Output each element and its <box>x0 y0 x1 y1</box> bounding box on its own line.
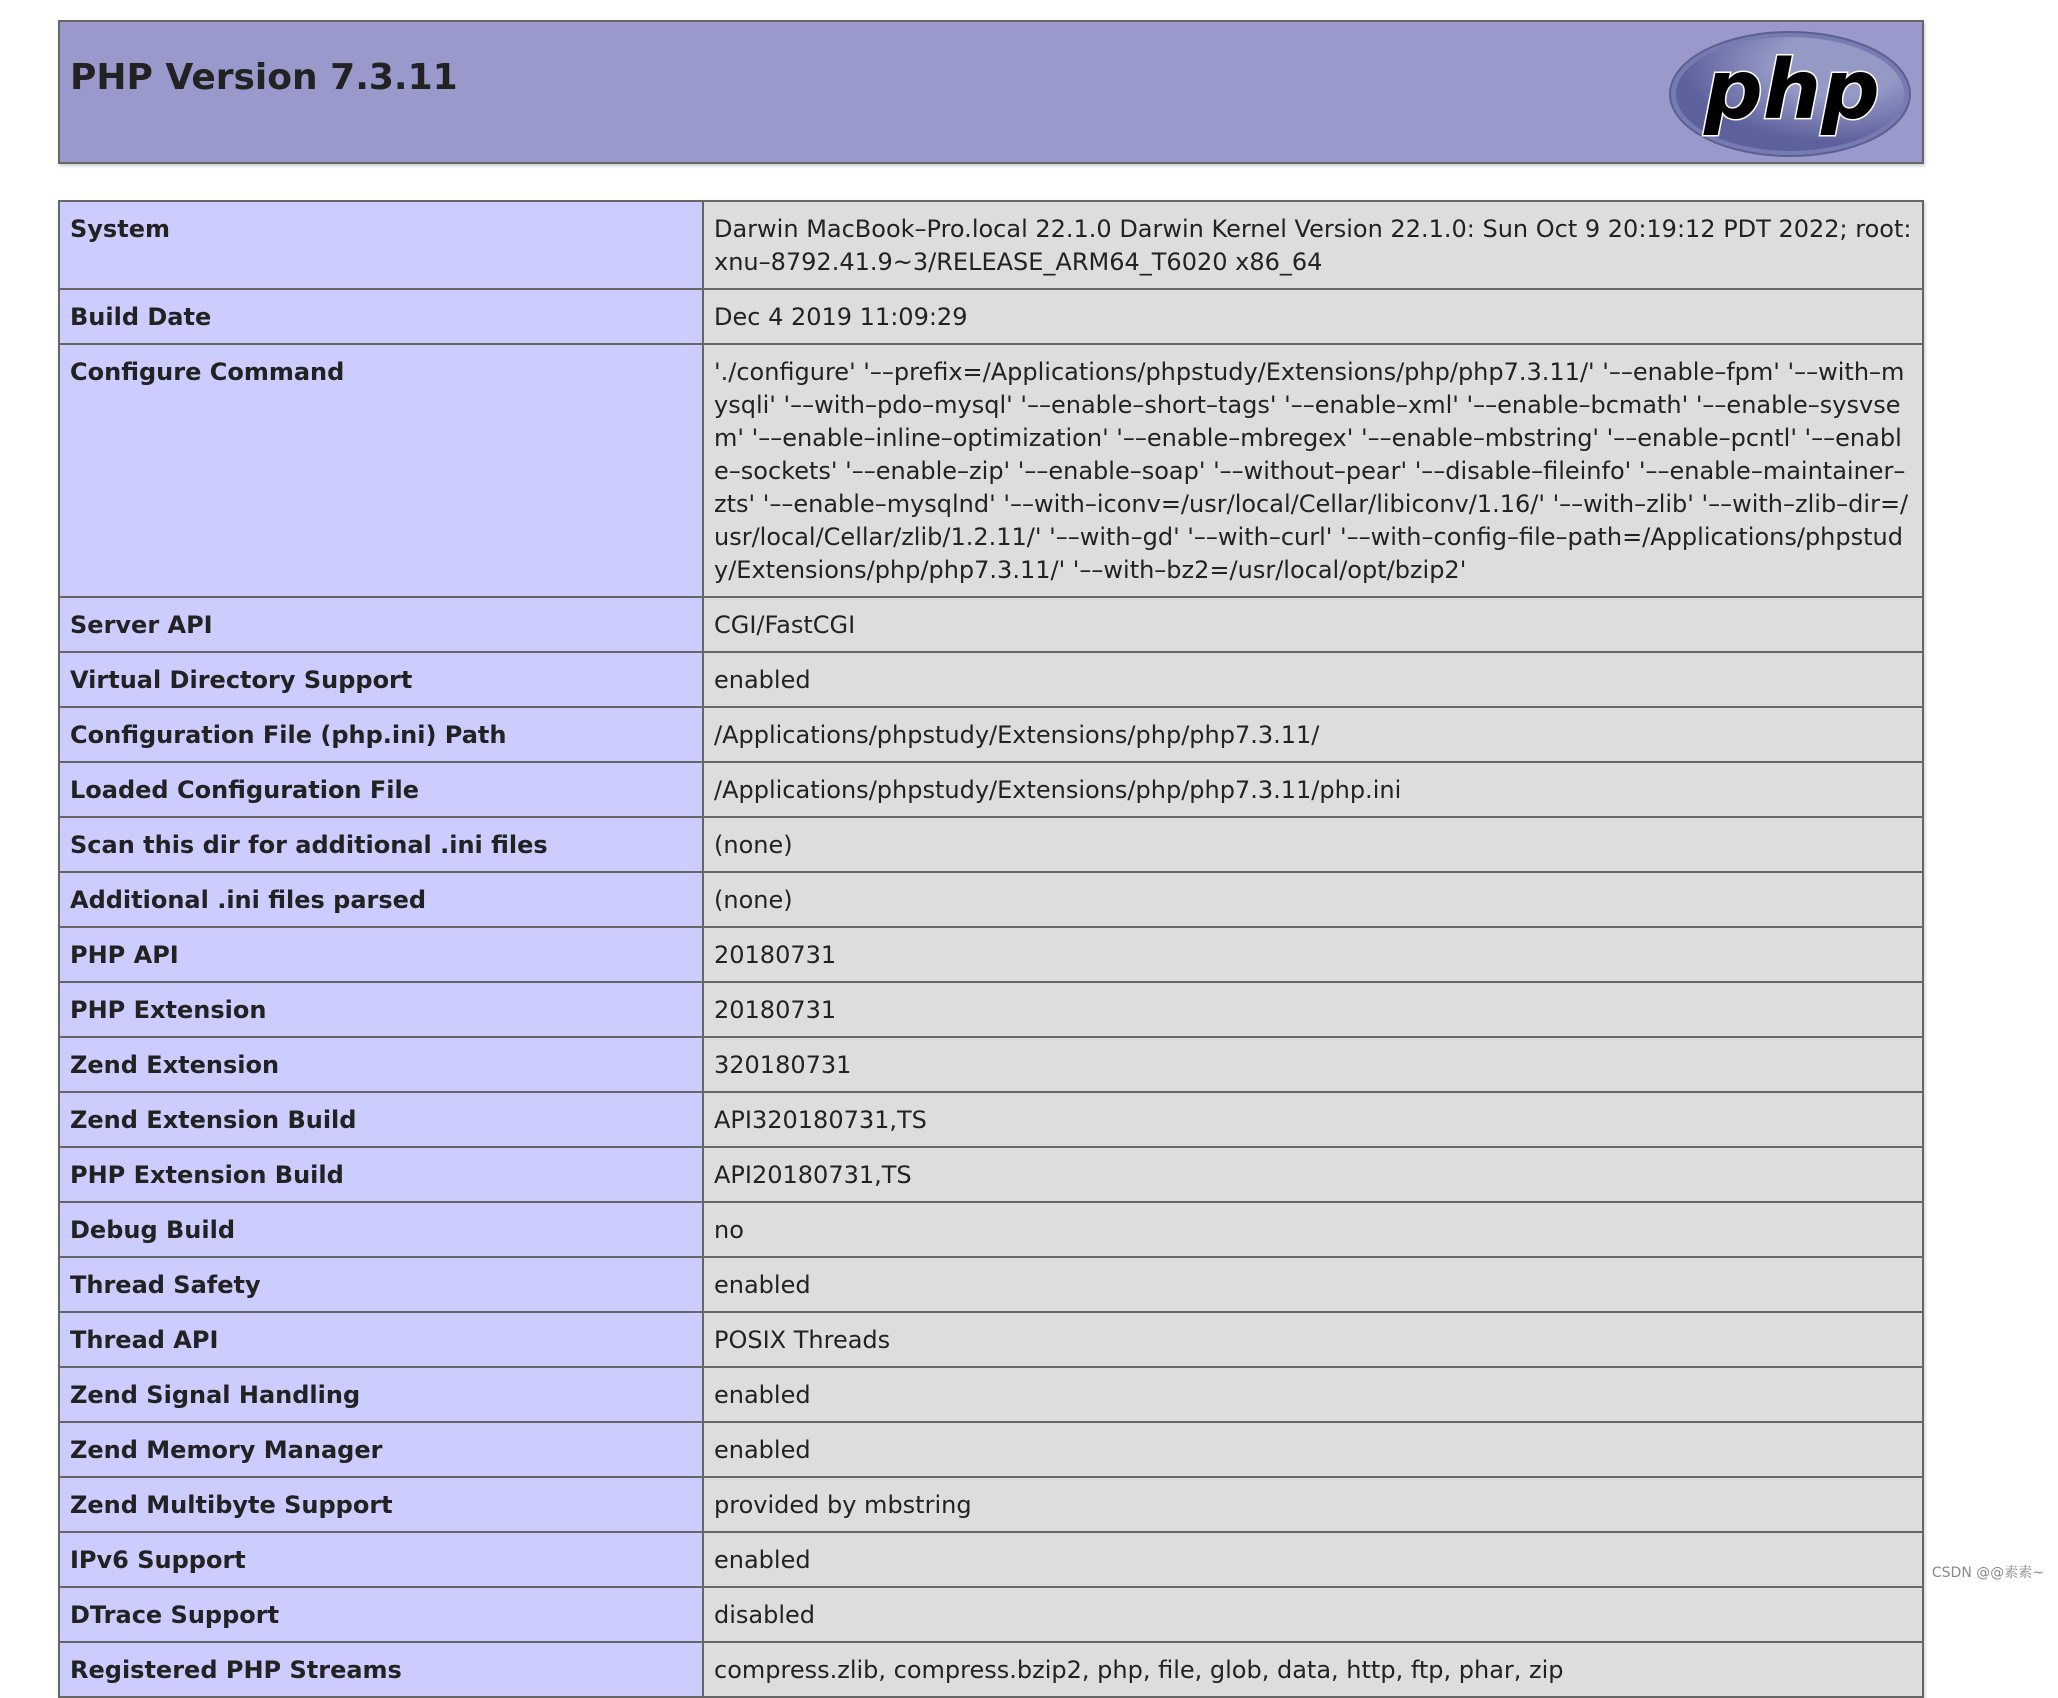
row-value: no <box>703 1202 1923 1257</box>
row-key: DTrace Support <box>59 1587 703 1642</box>
row-key: PHP API <box>59 927 703 982</box>
table-row <box>59 1092 1923 1147</box>
row-value: CGI/FastCGI <box>703 597 1923 652</box>
row-value: API20180731,TS <box>703 1147 1923 1202</box>
row-value: enabled <box>703 1257 1923 1312</box>
row-key: Scan this dir for additional .ini files <box>59 817 703 872</box>
row-value: enabled <box>703 1532 1923 1587</box>
table-row <box>59 817 1923 872</box>
table-row <box>59 652 1923 707</box>
table-row <box>59 707 1923 762</box>
row-value: Darwin MacBook–Pro.local 22.1.0 Darwin Kernel Version 22.1.0: Sun Oct 9 20:19:12 PDT 2022; root:xnu–8792.41.9~3/RELEASE_ARM64_T6020 x86_64 <box>703 201 1923 289</box>
row-value: (none) <box>703 817 1923 872</box>
row-key: Debug Build <box>59 1202 703 1257</box>
table-row <box>59 1312 1923 1367</box>
table-row <box>59 1422 1923 1477</box>
table-row <box>59 289 1923 344</box>
row-key: Server API <box>59 597 703 652</box>
table-row <box>59 762 1923 817</box>
table-row <box>59 872 1923 927</box>
row-value: /Applications/phpstudy/Extensions/php/php7.3.11/ <box>703 707 1923 762</box>
row-value: POSIX Threads <box>703 1312 1923 1367</box>
row-key: Thread Safety <box>59 1257 703 1312</box>
table-row <box>59 597 1923 652</box>
row-value: provided by mbstring <box>703 1477 1923 1532</box>
table-row <box>59 1587 1923 1642</box>
row-value: Dec 4 2019 11:09:29 <box>703 289 1923 344</box>
row-key: Zend Signal Handling <box>59 1367 703 1422</box>
php-logo-icon <box>1668 30 1912 158</box>
table-row <box>59 927 1923 982</box>
table-row <box>59 1147 1923 1202</box>
row-key: Build Date <box>59 289 703 344</box>
row-key: Registered PHP Streams <box>59 1642 703 1697</box>
row-key: Configure Command <box>59 344 703 597</box>
row-value: enabled <box>703 1422 1923 1477</box>
system-info-table <box>58 200 1924 1698</box>
table-row <box>59 201 1923 289</box>
page-title: PHP Version 7.3.11 <box>70 57 458 98</box>
row-value: 20180731 <box>703 982 1923 1037</box>
row-key: Configuration File (php.ini) Path <box>59 707 703 762</box>
row-key: Thread API <box>59 1312 703 1367</box>
system-info-body <box>59 201 1923 1697</box>
row-key: PHP Extension Build <box>59 1147 703 1202</box>
row-key: PHP Extension <box>59 982 703 1037</box>
row-key: System <box>59 201 703 289</box>
row-value: (none) <box>703 872 1923 927</box>
table-row <box>59 1257 1923 1312</box>
row-key: IPv6 Support <box>59 1532 703 1587</box>
row-value: './configure' '––prefix=/Applications/phpstudy/Extensions/php/php7.3.11/' '––enable–fpm' '––with–mysqli' '––with–pdo–mysql' '––enable–short–tags' '––enable–xml' '––enable–bcmath' '––enable–sysvsem' '––enable–inline–optimization' '––enable–mbregex' '––enable–mbstring' '––enable–pcntl' '––enable–sockets' '––enable–zip' '––enable–soap' '––without–pear' '––disable–fileinfo' '––enable–maintainer–zts' '––enable–mysqlnd' '––with–iconv=/usr/local/Cellar/libiconv/1.16/' '––with–zlib' '––with–zlib–dir=/usr/local/Cellar/zlib/1.2.11/' '––with–gd' '––with–curl' '––with–config–file–path=/Applications/phpstudy/Extensions/php/php7.3.11/' '––with–bz2=/usr/local/opt/bzip2' <box>703 344 1923 597</box>
table-row <box>59 1477 1923 1532</box>
row-key: Additional .ini files parsed <box>59 872 703 927</box>
row-key: Loaded Configuration File <box>59 762 703 817</box>
version-header <box>58 20 1924 164</box>
table-row <box>59 1202 1923 1257</box>
row-value: enabled <box>703 1367 1923 1422</box>
row-value: enabled <box>703 652 1923 707</box>
table-row <box>59 1642 1923 1697</box>
table-row <box>59 982 1923 1037</box>
row-key: Zend Extension <box>59 1037 703 1092</box>
row-key: Zend Multibyte Support <box>59 1477 703 1532</box>
row-key: Virtual Directory Support <box>59 652 703 707</box>
table-row <box>59 1037 1923 1092</box>
table-row <box>59 344 1923 597</box>
row-key: Zend Extension Build <box>59 1092 703 1147</box>
row-value: disabled <box>703 1587 1923 1642</box>
row-value: compress.zlib, compress.bzip2, php, file, glob, data, http, ftp, phar, zip <box>703 1642 1923 1697</box>
row-value: /Applications/phpstudy/Extensions/php/php7.3.11/php.ini <box>703 762 1923 817</box>
php-logo-text: php <box>1704 43 1880 138</box>
row-key: Zend Memory Manager <box>59 1422 703 1477</box>
table-row <box>59 1532 1923 1587</box>
table-row <box>59 1367 1923 1422</box>
row-value: 320180731 <box>703 1037 1923 1092</box>
row-value: API320180731,TS <box>703 1092 1923 1147</box>
row-value: 20180731 <box>703 927 1923 982</box>
watermark: CSDN @@素素~ <box>1931 1565 2044 1581</box>
